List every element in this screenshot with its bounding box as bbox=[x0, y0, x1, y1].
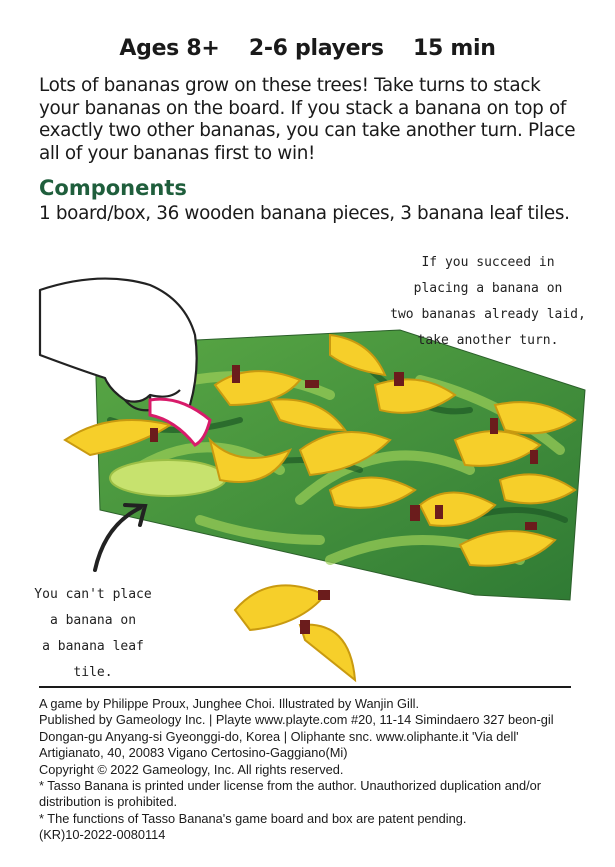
leaf-tile-callout: You can't place a banana on a banana leaf tile. bbox=[34, 587, 152, 680]
player-count: 2-6 players bbox=[248, 36, 384, 61]
loose-bananas bbox=[235, 585, 355, 680]
credits-line: Copyright © 2022 Gameology, Inc. All rights reserved. bbox=[39, 761, 344, 777]
age-range: Ages 8+ bbox=[119, 36, 220, 61]
play-time: 15 min bbox=[412, 36, 496, 61]
stacking-callout: If you succeed in placing a banana on two bananas already laid, take another turn. bbox=[390, 255, 586, 348]
credits-block bbox=[39, 696, 579, 844]
credits-line: A game by Philippe Proux, Junghee Choi. Illustrated by Wanjin Gill. bbox=[39, 696, 420, 711]
banana-leaf-tile bbox=[110, 460, 226, 496]
game-info-line bbox=[0, 36, 615, 61]
intro-paragraph: Lots of bananas grow on these trees! Take turns to stack your bananas on the board. If you stack a banana on top of exactly two other bananas, you can take another turn. Place all of your bananas first to win! bbox=[39, 75, 576, 164]
components-list: 1 board/box, 36 wooden banana pieces, 3 banana leaf tiles. bbox=[39, 203, 570, 224]
components-heading: Components bbox=[39, 176, 187, 200]
credits-line: * Tasso Banana is printed under license from the author. Unauthorized duplication and/or distribution is prohibited. bbox=[39, 778, 542, 810]
footer-divider bbox=[39, 686, 571, 688]
credits-line: Published by Gameology Inc. | Playte www.playte.com #20, 11-14 Simindaero 327 beon-gil Dongan-gu Anyang-si Gyeonggi-do, Korea | Oliphante snc. www.oliphante.it 'Via dell' Artigianato, 40, 20083 Vigano Certosino-Gaggiano(Mi) bbox=[39, 712, 554, 761]
credits-line: * The functions of Tasso Banana's game board and box are patent pending. bbox=[39, 810, 467, 826]
credits-line: (KR)10-2022-0080114 bbox=[39, 827, 166, 843]
